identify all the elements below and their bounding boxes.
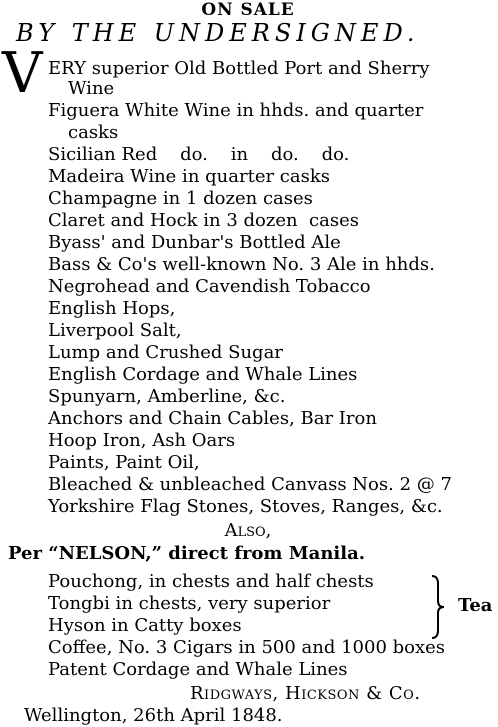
item-line: Yorkshire Flag Stones, Stoves, Ranges, &c. <box>48 496 443 517</box>
item-line: Coffee, No. 3 Cigars in 500 and 1000 boxes <box>48 637 446 658</box>
item-port-sherry: ERY superior Old Bottled Port and Sherry <box>48 58 430 79</box>
item-line: Lump and Crushed Sugar <box>48 342 283 363</box>
item-line: Hoop Iron, Ash Oars <box>48 430 236 451</box>
heading-on-sale: ON SALE <box>201 0 295 20</box>
item-line: Anchors and Chain Cables, Bar Iron <box>48 408 377 429</box>
item-line: Spunyarn, Amberline, &c. <box>48 386 286 407</box>
curly-brace-icon <box>430 574 446 640</box>
item-line: Figuera White Wine in hhds. and quarter <box>48 100 424 121</box>
item-line: Bleached & unbleached Canvass Nos. 2 @ 7 <box>48 474 452 495</box>
tea-item: Hyson in Catty boxes <box>48 615 242 636</box>
drop-cap: V <box>2 41 43 106</box>
dateline: Wellington, 26th April 1848. <box>24 705 283 726</box>
item-line: Negrohead and Cavendish Tobacco <box>48 276 371 297</box>
per-nelson-heading: Per “NELSON,” direct from Manila. <box>8 543 366 564</box>
item-line: casks <box>68 122 119 143</box>
item-line: Byass' and Dunbar's Bottled Ale <box>48 232 341 253</box>
item-line: English Cordage and Whale Lines <box>48 364 358 385</box>
item-port-sherry-continuation: Wine <box>68 78 115 99</box>
heading-by-the-undersigned: BY THE UNDERSIGNED. <box>16 19 420 47</box>
item-line: Claret and Hock in 3 dozen cases <box>48 210 360 231</box>
item-line: Liverpool Salt, <box>48 320 182 341</box>
item-line: English Hops, <box>48 298 176 319</box>
tea-item: Pouchong, in chests and half chests <box>48 571 374 592</box>
item-line: Champagne in 1 dozen cases <box>48 188 313 209</box>
also-heading: Also, <box>224 520 272 541</box>
item-line: Bass & Co's well-known No. 3 Ale in hhds. <box>48 254 435 275</box>
item-line: Patent Cordage and Whale Lines <box>48 659 348 680</box>
item-line: Paints, Paint Oil, <box>48 452 200 473</box>
tea-label: Tea <box>458 595 493 616</box>
signature: Ridgways, Hickson & Co. <box>190 683 421 704</box>
tea-item: Tongbi in chests, very superior <box>48 593 331 614</box>
item-line: Sicilian Red do. in do. do. <box>48 144 350 165</box>
item-line: Madeira Wine in quarter casks <box>48 166 330 187</box>
